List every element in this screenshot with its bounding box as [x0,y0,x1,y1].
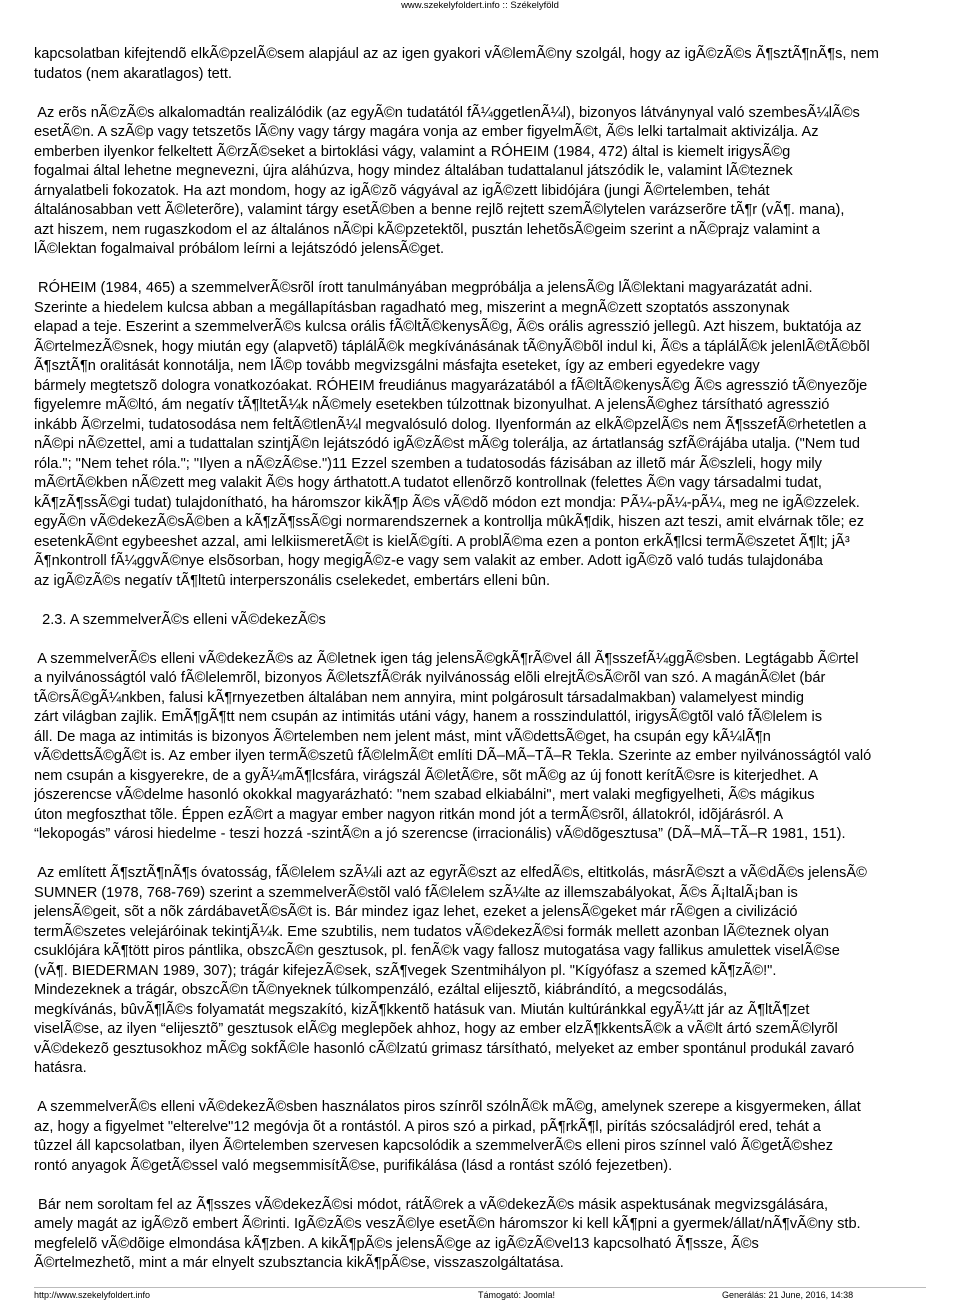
text-line: RÓHEIM (1984, 465) a szemmelverÃ©srõl írott tanulmányában megpróbálja a jelensÃ©g lÃ©lektani magyarázatát adni. [34,280,813,296]
text-line: termÃ©szetes velejáróinak tekintjÃ¼k. Eme szubtilis, nem tudatos vÃ©dekezÃ©si formák mellett azonban lÃ©teznek olyan [34,923,829,940]
text-line: esetenkÃ©nt egybeeshet azzal, ami lelkiismeretÃ©t is kielÃ©gíti. A problÃ©ma ezen a ponton erkÃ¶lcsi termÃ©szetet Ã¶lt; jÃ³ [34,533,850,550]
text-line: árnyalatbeli fokozatok. Ha azt mondom, hogy az igÃ©zõ vágyával az igÃ©zett libidójára (jungi Ã©rtelemben, tehát [34,182,770,199]
text-line: kÃ¶zÃ¶ssÃ©gi tudat) tulajdonítható, ha háromszor kikÃ¶p Ã©s vÃ©dõ módon ezt mondja: PÃ¼-pÃ¼-pÃ¼, meg ne igÃ©zzelek. [34,494,860,511]
text-line: lÃ©lektan fogalmaival próbálom leírni a lejátszódó jelensÃ©get. [34,241,445,257]
text-line: bármely megtetszõ dologra vonatkozóakat. RÓHEIM freudiánus magyarázatából a fÃ©ltÃ©kenysÃ©g Ã©s agresszió tÃ©nyezõje [34,377,868,394]
text-line: tudatos (nem akaratlagos) tett. [34,65,232,82]
text-line: Ã©rtelmezÃ©snek, hogy miután egy (alapvetõ) táplálÃ©k megkívánásának tÃ©nyÃ©bõl indul ki, Ã©s a táplálÃ©k jelenlÃ©tÃ©bõl [34,338,870,355]
text-line: Mindezeknek a trágár, obszcÃ©n tÃ©nyeknek túlkompenzáló, ezáltal elijesztõ, kiábrándító, a megcsodálás, [34,982,728,998]
text-line: 2.3. A szemmelverÃ©s elleni vÃ©dekezÃ©s [34,611,326,628]
text-line: Ã¶sztÃ¶n oralitását konnotálja, nem lÃ©p tovább megvizsgálni másfajta eseteket, így az emberi egyedekre vagy [34,358,760,374]
paragraph-spacer [34,260,960,280]
text-line: jelensÃ©geit, sõt a nõk zárdábavetÃ©sÃ©t is. Bár mindez igaz lehet, ezeket a jelensÃ©geket már rÃ©gen a civilizáció [34,904,798,920]
text-line: viselÃ©se, az ilyen “elijesztõ” gesztusok elÃ©g meglepõek ahhoz, hogy az ember elzÃ¶kkentsÃ©k a vÃ©lt ártó szemÃ©lyrõl [34,1021,838,1037]
footer-sponsor: Támogató: Joomla! [478,1290,556,1300]
text-line: Az erõs nÃ©zÃ©s alkalomadtán realizálódik (az egyÃ©n tudatától fÃ¼ggetlenÃ¼l), bizonyos látványnyal való szembesÃ¼lÃ©s [34,104,860,121]
text-line: az igÃ©zÃ©s negatív tÃ¶ltetû interperszonális cselekedet, embertárs elleni bûn. [34,572,551,589]
paragraph-spacer [34,1176,960,1196]
text-line: Bár nem soroltam fel az Ã¶sszes vÃ©dekezÃ©si módot, rátÃ©rek a vÃ©dekezÃ©s másik aspektusának megvizsgálására, [34,1196,829,1213]
footer-divider [34,1287,926,1288]
article-body [34,45,960,1274]
text-line: esetÃ©n. A szÃ©p vagy tetszetõs lÃ©ny vagy tárgy magára vonja az ember figyelmÃ©t, Ã©s lelki tartalmait aktivizálja. Az [34,124,819,140]
text-line: vÃ©dettsÃ©gÃ©t is. Az ember ilyen termÃ©szetû fÃ©lelmÃ©t említi DÃ–MÃ–TÃ–R Tekla. Szerinte az ember nyilvánosságtól való [34,748,872,764]
text-line: csuklójára kÃ¶tött piros pántlika, obszcÃ©n gesztusok, pl. fenÃ©k vagy fallosz mutogatása vagy fallikus amulettek viselÃ©se [34,943,840,959]
text-line: azt hiszem, nem rugaszkodom el az általános nÃ©pi kÃ©pzetektõl, pusztán lehetõsÃ©geim szerint a nÃ©prajz valamint a [34,221,821,238]
text-line: A szemmelverÃ©s elleni vÃ©dekezÃ©s az Ã©letnek igen tág jelensÃ©gkÃ¶rÃ©vel áll Ã¶sszefÃ¼ggÃ©sben. Legtágabb Ã©rtel [34,650,859,667]
text-line: áll. De maga az intimitás is bizonyos Ã©rtelemben nem jelent mást, mint vÃ©dettsÃ©get, ha csupán egy kÃ¼lÃ¶n [34,728,771,745]
text-line: Ã¶nkontroll fÃ¼ggvÃ©nye elsõsorban, hogy megigÃ©z-e vagy sem valakit az ember. Adott igÃ©zõ való tudás tulajdonába [34,553,823,569]
text-line: egyÃ©n vÃ©dekezÃ©sÃ©ben a kÃ¶zÃ¶ssÃ©gi normarendszernek a kontrollja mûkÃ¶dik, hiszen azt teszi, amit elvárnak tõle; ez [34,514,865,530]
paragraph [34,104,960,260]
text-line: “lekopogás” városi hiedelme - teszi hozzá -szintÃ©n a jó szerencse (irracionális) vÃ©dõgesztusa” (DÃ–MÃ–TÃ–R 1981, 151). [34,826,846,842]
text-line: nem csupán a kisgyerekre, de a gyÃ¼mÃ¶lcsfára, virágszál Ã©letÃ©re, sõt mÃ©g az új fonott kerítÃ©sre is kiterjedhet. A [34,767,819,784]
text-line: SUMNER (1978, 768-769) szerint a szemmelverÃ©stõl való fÃ©lelem szÃ¼lte az illemszabályokat, Ã©s Ã¡ltalÃ¡ban is [34,884,798,901]
paragraph [34,864,960,1079]
text-line: amely magát az igÃ©zõ embert Ã©rinti. IgÃ©zÃ©s veszÃ©lye esetÃ©n háromszor ki kell kÃ¶pni a gyermek/állat/nÃ¶vÃ©ny stb. [34,1216,861,1232]
text-line: mÃ©rtÃ©kben nÃ©zett meg valakit Ã©s hogy árthatott.A tudatot ellenõrzõ kontrollnak (felettes Ã©n vagy társadalmi tudat, [34,475,822,491]
text-line: (vÃ¶. BIEDERMAN 1989, 307); trágár kifejezÃ©sek, szÃ¶vegek Szentmihályon pl. "Kígyófasz a szemed kÃ¶zÃ©!". [34,962,777,979]
text-line: elapad a teje. Eszerint a szemmelverÃ©s kulcsa orális fÃ©ltÃ©kenysÃ©g, Ã©s orális agresszió jellegû. Azt hiszem, buktatója az [34,319,862,335]
text-line: figyelemre mÃ©ltó, ám negatív tÃ¶ltetÃ¼k nÃ©mely esetekben túlzottnak bizonyulhat. A jelensÃ©ghez társítható agresszió [34,397,830,413]
text-line: általánosabban vett Ã©leterõre), valamint tárgy esetÃ©ben a benne rejlõ rejtett szemÃ©lytelen varázserõre tÃ¶r (vÃ¶. mana), [34,202,845,218]
text-line: tûzzel áll kapcsolatban, ilyen Ã©rtelemben szervesen kapcsolódik a szemmelverÃ©s elleni piros színnel való Ã©getÃ©shez [34,1138,834,1154]
paragraph [34,1196,960,1274]
paragraph-spacer [34,845,960,865]
text-line: Az említett Ã¶sztÃ¶nÃ¶s óvatosság, fÃ©lelem szÃ¼li azt az egyrÃ©szt az elfedÃ©s, eltitkolás, másrÃ©szt a vÃ©dÃ©s jelensÃ© [34,865,867,881]
text-line: jószerencse vÃ©delme hasonló okokkal magyarázható: "nem szabad elkiabálni", mert valaki megfigyelheti, Ã©s mágikus [34,787,815,803]
text-line: hatásra. [34,1060,87,1076]
page-footer [0,1290,960,1303]
page-header [0,0,960,14]
text-line: megfelelõ vÃ©dõige elmondása kÃ¶zben. A kikÃ¶pÃ©s jelensÃ©ge az igÃ©zÃ©vel13 kapcsolható Ã¶ssze, Ã©s [34,1235,759,1252]
paragraph-spacer [34,591,960,611]
text-line: zárt világban zajlik. EmÃ¶gÃ¶tt nem csupán az intimitás utáni vágy, hanem a rosszindulattól, irigysÃ©gtõl való fÃ©lelem is [34,709,823,725]
section-heading [34,611,960,631]
paragraph-spacer [34,1079,960,1099]
text-line: kapcsolatban kifejtendõ elkÃ©pzelÃ©sem alapjául az az igen gyakori vÃ©lemÃ©ny szolgál, hogy az igÃ©zÃ©s Ã¶sztÃ¶nÃ¶s, nem [34,46,879,62]
text-line: Szerinte a hiedelem kulcsa abban a megállapításban ragadható meg, miszerint a megnÃ©zett szoptatós asszonynak [34,299,790,316]
text-line: a nyilvánosságtól való fÃ©lelemrõl, bizonyos Ã©letszfÃ©rák nyilvánosság elõli elrejtÃ©sÃ©rõl van szó. A magánÃ©let (bár [34,670,826,686]
text-line: vÃ©dekezõ gesztusokhoz mÃ©g sokfÃ©le hasonló cÃ©lzatú grimasz társítható, melyeket az ember spontánul produkál zavaró [34,1040,855,1057]
paragraph [34,1098,960,1176]
paragraph [34,279,960,591]
text-line: megkívánás, bûvÃ¶lÃ©s folyamatát megszakító, kizÃ¶kkentõ hatásuk van. Miután kultúránkkal egyÃ¼tt jár az Ã¶ltÃ¶zet [34,1001,810,1018]
text-line: nÃ©pi nÃ©zettel, ami a tudattalan szintjÃ©n lejátszódó igÃ©zÃ©st mÃ©g tolerálja, az ártatlanság szfÃ©rájába utalja. ("Nem tud [34,436,860,452]
text-line: A szemmelverÃ©s elleni vÃ©dekezÃ©sben használatos piros színrõl szólnÃ©k mÃ©g, amelynek szerepe a kisgyermeken, állat [34,1099,861,1115]
paragraph [34,45,960,84]
paragraph [34,650,960,845]
header-title: www.szekelyfoldert.info :: Székelyföld [401,0,559,11]
paragraph-spacer [34,84,960,104]
footer-generated-timestamp: Generálás: 21 June, 2016, 14:38 [722,1290,854,1300]
text-line: róla."; "Nem tehet róla."; "Ilyen a nÃ©zÃ©se.")11 Ezzel szemben a tudatosodás fázisában az illetõ már Ã©szleli, hogy mily [34,455,822,472]
text-line: inkább Ã©rzelmi, tudatosodása nem feltÃ©tlenÃ¼l megvalósuló dolog. Ilyenformán az elkÃ©pzelÃ©s nem Ã¶sszefÃ©rhetetlen a [34,416,867,433]
paragraph-spacer [34,630,960,650]
text-line: Ã©rtelmezhetõ, mint a már elnyelt szubsztancia kikÃ¶pÃ©se, visszaszolgáltatása. [34,1255,564,1271]
text-line: az, hogy a figyelmet "elterelve"12 megóvja õt a rontástól. A piros szó a pirkad, pÃ¶rkÃ¶l, pirítás szócsaládjról ered, tehát a [34,1118,821,1135]
text-line: rontó anyagok Ã©getÃ©ssel való megsemmisítÃ©se, purifikálása (lásd a rontást szóló fejezetben). [34,1157,673,1174]
text-line: tÃ©rsÃ©gÃ¼nkben, falusi kÃ¶rnyezetben általában nem annyira, mint polgárosult társadalmakban) valamelyest mindig [34,689,804,706]
text-line: emberben ilyenkor felkeltett Ã©rzÃ©seket a birtoklási vágy, valamint a RÓHEIM (1984, 472) által is kiemelt irigysÃ©g [34,143,791,160]
text-line: úton megfoszthat tõle. Éppen ezÃ©rt a magyar ember nagyon ritkán mond jót a termÃ©srõl, állatokról, idõjárásról. A [34,806,784,823]
footer-url-link[interactable]: http://www.szekelyfoldert.info [34,1290,151,1300]
text-line: fogalmai által lehetne megnevezni, újra aláhúzva, hogy mindez általában tudattalanul játszódik le, valamint lÃ©teznek [34,163,793,179]
